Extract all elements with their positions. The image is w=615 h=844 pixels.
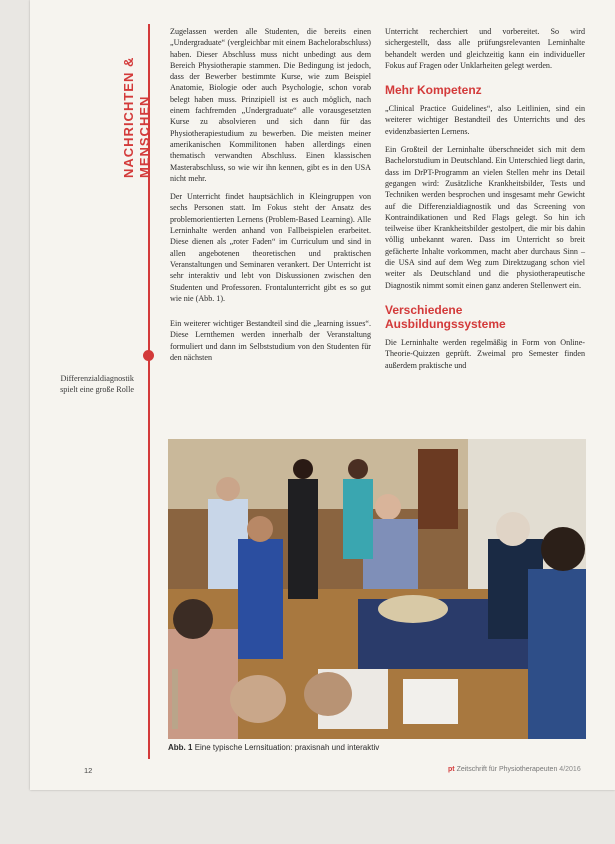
rail-bullet [143, 350, 154, 361]
section-label [121, 28, 161, 178]
photo-illustration [168, 439, 586, 739]
margin-note: Differenzialdiagnostik spielt eine große Rolle [60, 374, 134, 394]
paragraph: Die Lerninhalte werden regelmäßig in Form von Online-Theorie-Quizzen geprüft. Zweimal pro Semester finden außerdem praktische und [385, 337, 585, 370]
section-line-1: NACHRICHTEN & [121, 56, 136, 178]
journal-name: Zeitschrift für Physiotherapeuten [456, 766, 558, 773]
journal-logo: pt [448, 766, 455, 773]
section-title [121, 57, 153, 178]
paragraph: „Clinical Practice Guidelines“, also Leitlinien, sind ein weiterer wichtiger Bestandteil des Unterrichts und des evidenzbasierten Lernens. [385, 104, 585, 136]
page-number: 12 [84, 766, 93, 775]
caption-label: Abb. 1 [168, 743, 193, 752]
paragraph: Ein Großteil der Lerninhalte überschneidet sich mit dem Bachelorstudium in Deutschland. Ein Unterschied liegt darin, dass im DrPT-Programm an vielen Stellen mehr ins Detail gegangen wird: Zusätzliche Krankheitsbilder, Tests und Techniken werden besprochen und insgesamt mehr Gewicht auf die Differenzialdiagnostik und das Screening von Kontraindikationen und Red Flags gelegt. So hin ich teilweise über Krankheitsbilder gestolpert, die mir bis dahin völlig unbekannt waren. Dass im Unterricht so breit gefächerte Inhalte vorkommen, macht aber durchaus Sinn – die USA sind auf dem Weg zum Direktzugang schon viel weiter als Deutschland und die physiotherapeutische Diagnostik nimmt somit einen ganz anderen Stellenwert ein. [385, 145, 585, 290]
classroom-photo [168, 439, 586, 739]
journal-issue: 4/2016 [559, 766, 581, 773]
section-line-2: MENSCHEN [137, 95, 152, 178]
paragraph: Zugelassen werden alle Studenten, die bereits einen „Undergraduate“ (vergleichbar mit einem Bachelorabschluss) haben. Dieser Abschluss muss nicht unbedingt aus dem Bereich Physiotherapie stammen. Die Bedingung ist jedoch, dass der Bewerber bestimmte Kurse, wie zum Beispiel Anatomie, Biologie oder auch Psychologie, schon vorab belegt haben muss. Prinzipiell ist es auch möglich, nach einem fachfremden „Undergraduate“ alle vorausgesetzten Kurse zu absolvieren und sich dann für das Physiotherapiestudium zu bewerben. Die meisten meiner amerikanischen Kommilitonen haben allerdings einen thematisch verwandten Abschluss. Einen klassischen Masterabschluss, so wie wir ihn kennen, gibt es in den USA nicht mehr. [170, 27, 371, 183]
paragraph: Ein weiterer wichtiger Bestandteil sind die „learning issues“. Diese Lernthemen werden innerhalb der Veranstaltung formuliert und dann im Selbststudium von den Studenten für den nächsten [170, 319, 371, 363]
text-column-2 [385, 26, 585, 378]
photo-credit-mark [170, 669, 180, 729]
caption-text: Eine typische Lernsituation: praxisnah und interaktiv [194, 743, 380, 752]
paragraph: Der Unterricht findet hauptsächlich in Kleingruppen von sechs Personen statt. Im Fokus steht der Ansatz des problemorientierten Lernens (Problem-Based Learning). Alle Lerninhalte werden anhand von Fallbeispielen erarbeitet. Diese dienen als „roter Faden“ im Curriculum und sind in allen angebotenen theoretischen und praktischen Veranstaltungen und Seminaren verankert. Der Unterricht ist sehr interaktiv und lebt von Diskussionen zwischen den Studenten und Professoren. Frontalunterricht gibt es so gut wie nie (Abb. 1). [170, 192, 371, 303]
figure-caption [168, 743, 379, 752]
paragraph: Unterricht recherchiert und vorbereitet. So wird sichergestellt, dass alle prüfungsrelevanten Lerninhalte behandelt werden und gleichzeitig kann ein individueller Fokus auf Fragen oder Unklarheiten gelegt werden. [385, 27, 585, 70]
text-column-1 [170, 26, 371, 370]
subheading: Mehr Kompetenz [385, 83, 482, 98]
subheading: Verschiedene Ausbildungssysteme [385, 302, 506, 331]
journal-footer [448, 766, 581, 773]
